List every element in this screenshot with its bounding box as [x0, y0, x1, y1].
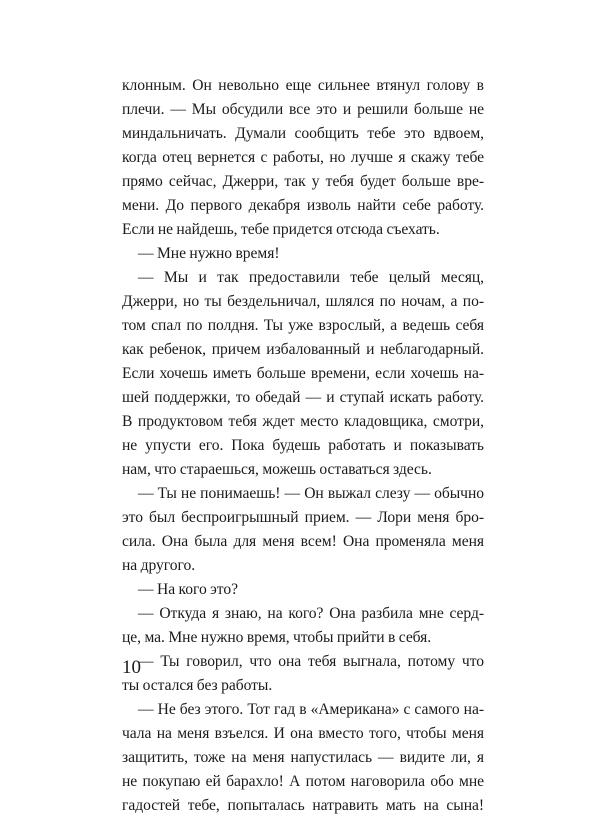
text-line: ты остался без работы. — [122, 677, 273, 694]
text-line: нам, что стараешься, можешь оставаться здесь. — [122, 461, 432, 478]
text-line: Джерри, но ты бездельничал, шлялся по ночам, а по- — [122, 293, 484, 310]
text-line: защитить, тоже на меня напустилась — видите ли, я — [122, 749, 484, 766]
text-line: — Мне нужно время! — [138, 245, 280, 262]
body-text — [122, 74, 484, 818]
text-line: це, ма. Мне нужно время, чтобы прийти в себя. — [122, 629, 432, 646]
text-line: шей поддержки, то обедай — и ступай искать работу. — [122, 389, 484, 406]
text-line: — Откуда я знаю, на кого? Она разбила мне серд- — [138, 605, 484, 622]
text-line: — Не без этого. Тот гад в «Американа» с самого на- — [138, 701, 484, 718]
text-line: как ребенок, причем избалованный и неблагодарный. — [122, 341, 484, 358]
text-line: — Мы и так предоставили тебе целый месяц, — [138, 269, 484, 286]
text-line: миндальничать. Думали сообщить тебе это вдвоем, — [122, 125, 484, 142]
text-line: Если хочешь иметь больше времени, если хочешь на- — [122, 365, 484, 382]
text-line: — Ты не понимаешь! — Он выжал слезу — обычно — [138, 485, 484, 502]
text-line: клонным. Он невольно еще сильнее втянул голову в — [122, 77, 484, 94]
text-line: гадостей тебе, попыталась натравить мать на сына! — [122, 797, 484, 814]
text-line: — Ты говорил, что она тебя выгнала, потому что — [138, 653, 484, 670]
text-line: плечи. — Мы обсудили все это и решили больше не — [122, 101, 484, 118]
text-line: прямо сейчас, Джерри, так у тебя будет больше вре- — [122, 173, 484, 190]
text-line: не покупаю ей барахло! А потом наговорила обо мне — [122, 773, 484, 790]
text-line: когда отец вернется с работы, но лучше я скажу тебе — [122, 149, 484, 166]
text-line: чала на меня взъелся. И она вместо того, чтобы меня — [122, 725, 484, 742]
text-line: это был беспроигрышный прием. — Лори меня бро- — [122, 509, 484, 526]
text-line: В продуктовом тебя ждет место кладовщика, смотри, — [122, 413, 484, 430]
text-line: мени. До первого декабря изволь найти себе работу. — [122, 197, 484, 214]
text-line: на другого. — [122, 557, 196, 574]
text-line: Если не найдешь, тебе придется отсюда съехать. — [122, 221, 440, 238]
page-number: 10 — [122, 657, 141, 678]
text-line: том спал по полдня. Ты уже взрослый, а ведешь себя — [122, 317, 484, 334]
text-line: — На кого это? — [138, 581, 238, 598]
text-line: не упусти его. Пока будешь работать и показывать — [122, 437, 484, 454]
text-line: сила. Она была для меня всем! Она променяла меня — [122, 533, 484, 550]
